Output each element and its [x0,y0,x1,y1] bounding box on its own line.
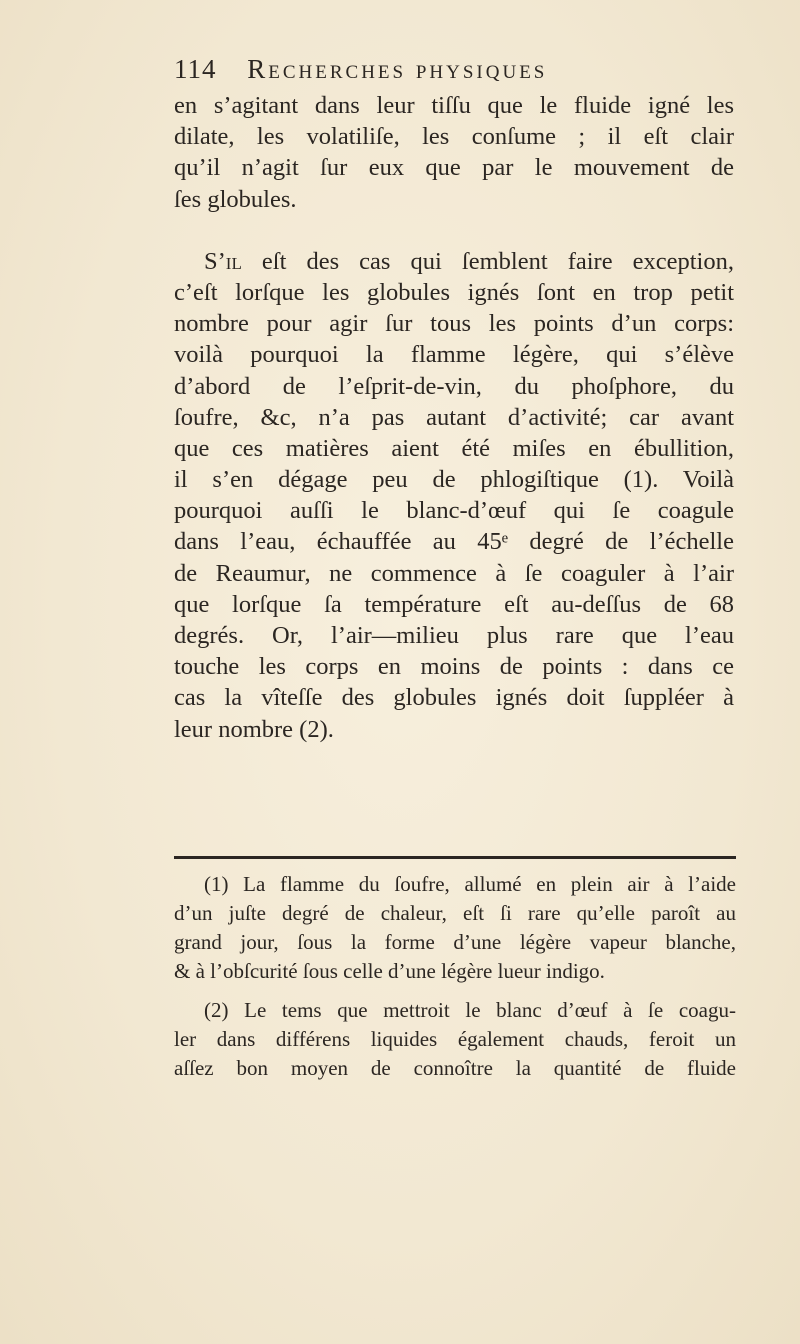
text-line: ſes globules. [174,185,297,213]
footnote-1 [174,870,736,986]
footnote-gap [174,986,736,996]
footnote-line: (2) Le tems que mettroit le blanc d’œuf à ſe coagu- [204,998,736,1022]
paragraph-1 [174,90,734,215]
text-line: c’eſt lorſque les globules ignés ſont en trop petit [174,278,734,306]
text-line: cas la vîteſſe des globules ignés doit ſuppléer à [174,684,734,712]
footnotes [174,870,736,1083]
text-line: leur nombre (2). [174,715,334,743]
footnote-line: aſſez bon moyen de connoître la quantité de fluide [174,1056,736,1080]
text-fragment: eſt des cas qui ſemblent faire exception, [241,247,734,275]
running-title: Recherches physiques [247,54,548,84]
footnote-line: ler dans différens liquides également chauds, feroit un [174,1027,736,1051]
text-line: que lorſque ſa température eſt au-deſſus de 68 [174,590,734,618]
text-line: dilate, les volatiliſe, les conſume ; il eſt clair [174,123,734,151]
running-header [174,54,734,94]
lead-word: S’il [204,247,242,275]
text-line: pourquoi auſſi le blanc-d’œuf qui ſe coagule [174,497,734,525]
text-line: de Reaumur, ne commence à ſe coaguler à l’air [174,559,734,587]
text-line: il s’en dégage peu de phlogiſtique (1). Voilà [174,466,734,494]
footnote-line: grand jour, ſous la forme d’une légère vapeur blanche, [174,930,736,954]
paragraph-gap [174,215,734,246]
text-line: d’abord de l’eſprit-de-vin, du phoſphore, du [174,372,734,400]
text-line: que ces matières aient été miſes en ébullition, [174,434,734,462]
text-line [174,246,734,277]
text-line: nombre pour agir ſur tous les points d’un corps: [174,310,734,338]
text-line: dans l’eau, échauffée au 45ᵉ degré de l’échelle [174,528,734,556]
text-line: ſoufre, &c, n’a pas autant d’activité; car avant [174,403,734,431]
text-line: touche les corps en moins de points : dans ce [174,653,734,681]
main-text [174,90,734,745]
text-line: degrés. Or, l’air—milieu plus rare que l’eau [174,622,734,649]
footnote-rule [174,856,736,859]
footnote-line: & à l’obſcurité ſous celle d’une légère lueur indigo. [174,959,605,983]
text-line: qu’il n’agit ſur eux que par le mouvement de [174,154,734,182]
page-number: 114 [174,54,217,84]
paragraph-2 [174,246,734,745]
text-line: en s’agitant dans leur tiſſu que le fluide igné les [174,92,734,119]
footnote-line: (1) La flamme du ſoufre, allumé en plein air à l’aide [204,872,736,896]
footnote-2 [174,996,736,1083]
footnote-line: d’un juſte degré de chaleur, eſt ſi rare qu’elle paroît au [174,901,736,925]
text-line: voilà pourquoi la flamme légère, qui s’élève [174,341,734,369]
